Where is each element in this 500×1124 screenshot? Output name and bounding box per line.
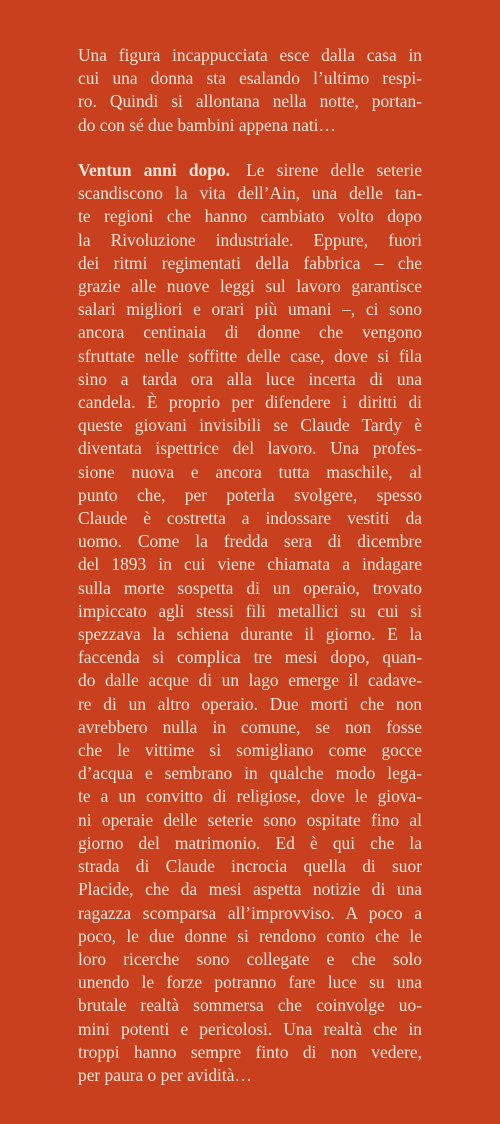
synopsis-line: per paura o per avidità…	[78, 1064, 252, 1085]
synopsis-line: ancora centinaia di donne che vengono	[78, 322, 422, 343]
synopsis-first-line-text: Le sirene delle seterie	[246, 160, 422, 180]
synopsis-line: Claude è costretta a indossare vestiti da	[78, 508, 422, 529]
synopsis-line: mini potenti e pericolosi. Una realtà che in	[78, 1018, 422, 1039]
synopsis-line: avrebbero nulla in comune, se non fosse	[78, 716, 422, 737]
synopsis-line: sione nuova e ancora tutta maschile, al	[78, 461, 422, 482]
synopsis-first-line	[78, 159, 422, 182]
intro-line: cui una donna sta esalando l’ultimo respi-	[78, 68, 422, 89]
synopsis-line: brutale realtà sommersa che coinvolge uo-	[78, 995, 422, 1016]
synopsis-line: loro ricerche sono collegate e che solo	[78, 948, 422, 969]
synopsis-line: sulla morte sospetta di un operaio, trovato	[78, 577, 422, 598]
synopsis-line: che le vittime si somigliano come gocce	[78, 740, 422, 761]
synopsis-line: d’acqua e sembrano in qualche modo lega-	[78, 763, 422, 784]
synopsis-line: la Rivoluzione industriale. Eppure, fuori	[78, 229, 422, 250]
synopsis-line: faccenda si complica tre mesi dopo, quan-	[78, 647, 422, 668]
intro-paragraph	[78, 44, 422, 137]
intro-line: Una figura incappucciata esce dalla casa in	[78, 45, 422, 65]
synopsis-line: salari migliori e orari più umani –, ci sono	[78, 299, 422, 320]
synopsis-line: sfruttate nelle soffitte delle case, dove si fila	[78, 345, 422, 366]
synopsis-line: ragazza scomparsa all’improvviso. A poco a	[78, 902, 422, 923]
synopsis-line: troppi hanno sempre finto di non vedere,	[78, 1041, 422, 1062]
synopsis-line: punto che, per poterla svolgere, spesso	[78, 484, 422, 505]
intro-line: ro. Quindi si allontana nella notte, portan-	[78, 91, 422, 112]
synopsis-line: del 1893 in cui viene chiamata a indagare	[78, 554, 422, 575]
synopsis-paragraph	[78, 159, 422, 1087]
synopsis-line: giorno del matrimonio. Ed è qui che la	[78, 832, 422, 853]
synopsis-line: unendo le forze potranno fare luce su una	[78, 972, 422, 993]
synopsis-line: re di un altro operaio. Due morti che non	[78, 693, 422, 714]
synopsis-line: te a un convitto di religiose, dove le giova-	[78, 786, 422, 807]
synopsis-line: impiccato agli stessi fili metallici su cui si	[78, 600, 422, 621]
synopsis-line: dei ritmi regimentati della fabbrica – che	[78, 252, 422, 273]
synopsis-line: sino a tarda ora alla luce incerta di una	[78, 368, 422, 389]
synopsis-lead: Ventun anni dopo.	[78, 160, 230, 180]
synopsis-line: uomo. Come la fredda sera di dicembre	[78, 531, 422, 552]
synopsis-line: candela. È proprio per difendere i diritti di	[78, 392, 422, 413]
synopsis-line: spezzava la schiena durante il giorno. E la	[78, 624, 422, 645]
synopsis-line: Placide, che da mesi aspetta notizie di una	[78, 879, 422, 900]
synopsis-line: diventata ispettrice del lavoro. Una profes-	[78, 438, 422, 459]
synopsis-line: te regioni che hanno cambiato volto dopo	[78, 206, 422, 227]
synopsis-line: ni operaie delle seterie sono ospitate fino al	[78, 809, 422, 830]
synopsis-line: queste giovani invisibili se Claude Tardy è	[78, 415, 422, 436]
synopsis-line: poco, le due donne si rendono conto che le	[78, 925, 422, 946]
synopsis-line: grazie alle nuove leggi sul lavoro garantisce	[78, 276, 422, 297]
intro-line: do con sé due bambini appena nati…	[78, 114, 336, 135]
synopsis-line: strada di Claude incrocia quella di suor	[78, 856, 422, 877]
synopsis-line: do dalle acque di un lago emerge il cadave-	[78, 670, 422, 691]
synopsis-line: scandiscono la vita dell’Ain, una delle tan-	[78, 183, 422, 204]
